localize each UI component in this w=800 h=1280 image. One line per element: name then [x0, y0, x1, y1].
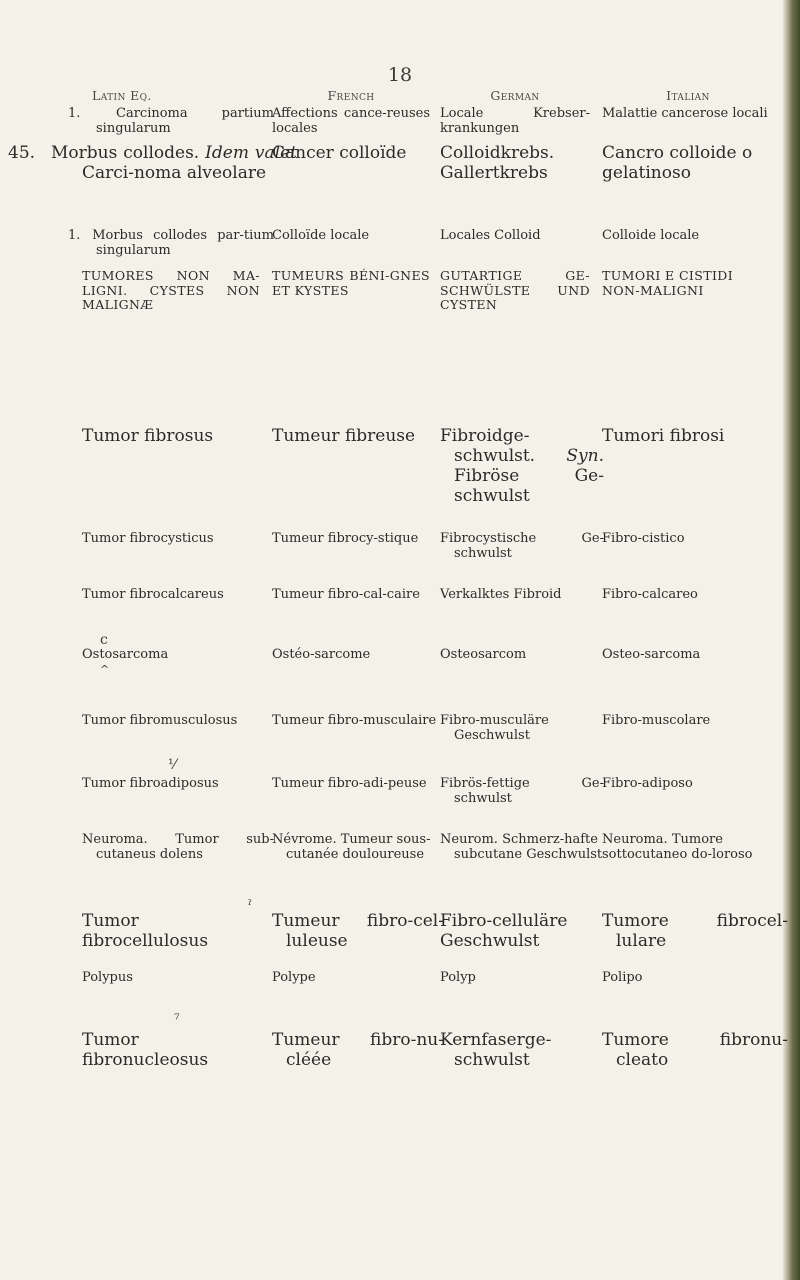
italian-cell: Fibro-adiposo [602, 776, 693, 791]
french-cell: Tumeur fibreuse [272, 426, 416, 446]
french-cell: Névrome. Tumeur sous-cutanée douloureuse [272, 832, 431, 863]
french-cell: Tumeur fibro-adi-peuse [272, 776, 427, 791]
latin-text: Morbus collodes par-tium singularum [92, 228, 274, 259]
latin-cell: Tumor fibrosus [82, 426, 214, 446]
italian-cell: Polipo [602, 970, 643, 985]
italian-cell: Tumore fibrocel-lulare [602, 911, 788, 951]
latin-text: Morbus collodes. [50, 143, 200, 163]
italian-cell: Fibro-calcareo [602, 587, 698, 602]
italian-cell: Osteo-sarcoma [602, 647, 701, 662]
latin-cell: Tumor fibrocalcareus [82, 587, 224, 602]
german-cell: Polyp [440, 970, 476, 985]
italian-cell: Tumore fibronu-cleato [602, 1030, 788, 1070]
latin-cell: Tumor fibronucleosus [82, 1030, 209, 1070]
latin-cell: Tumor fibroadiposus [82, 776, 219, 791]
german-cell: Neurom. Schmerz-hafte subcutane Geschwulst [440, 832, 603, 863]
french-cell: Cancer colloïde [272, 143, 407, 163]
header-french: French [327, 88, 375, 103]
italian-cell: Malattie cancerose locali [602, 106, 768, 121]
german-cell: Fibro-celluläre Geschwulst [440, 911, 568, 951]
german-cell: Fibro-musculäre Geschwulst [440, 713, 549, 744]
german-cell: Osteosarcom [440, 647, 527, 662]
german-cell: Kernfaserge-schwulst [440, 1030, 552, 1070]
french-cell: Ostéo-sarcome [272, 647, 371, 662]
italian-cell: Fibro-cistico [602, 531, 685, 546]
italian-cell: Neuroma. Tumore sottocutaneo do-loroso [602, 832, 753, 863]
french-cell: Colloïde locale [272, 228, 370, 243]
header-german: German [490, 88, 540, 103]
french-cell: Tumeur fibro-cel-luleuse [272, 911, 444, 951]
french-cell: TUMEURS BÉNI-GNES ET KYSTES [272, 268, 430, 298]
latin-text-cont: Carci-noma alveolare [82, 162, 267, 183]
latin-cell: Polypus [82, 970, 133, 985]
french-cell: Affections cance-reuses locales [272, 106, 430, 137]
latin-cell: Tumor fibromusculosus [82, 713, 238, 728]
italian-cell: Colloide locale [602, 228, 700, 243]
latin-cell: 45. Morbus collodes. Idem valet Carci-noma alveolare [8, 143, 297, 183]
french-cell: Polype [272, 970, 316, 985]
italian-cell: TUMORI E CISTIDI NON-MALIGNI [602, 268, 734, 298]
german-cell: Locale Krebser-krankungen [440, 106, 590, 137]
italian-cell: Tumori fibrosi [602, 426, 725, 446]
latin-idem-valet: Idem valet [205, 143, 297, 163]
latin-cell: Tumor fibrocysticus [82, 531, 214, 546]
german-cell: Fibrös-fettige Ge-schwulst [440, 776, 604, 807]
german-cell: Colloidkrebs. Gallertkrebs [440, 143, 555, 183]
german-cell: GUTARTIGE GE-SCHWÜLSTE UND CYSTEN [440, 268, 590, 313]
french-cell: Tumeur fibro-cal-caire [272, 587, 420, 602]
latin-text: Carcinoma partium singularum [96, 106, 274, 137]
french-cell: Tumeur fibro-nu-cléée [272, 1030, 444, 1070]
handwritten-mark: ⅽ [100, 632, 108, 648]
german-text: Fibroidge-schwulst. [440, 426, 536, 466]
latin-cell: Neuroma. Tumor sub-cutaneus dolens [82, 832, 274, 863]
page-number: 18 [387, 64, 413, 86]
latin-cell: Ostosarcoma [82, 647, 169, 662]
latin-cell: 1. Carcinoma partium singularum [68, 106, 274, 137]
german-cell [440, 427, 604, 507]
latin-cell: Tumor fibrocellulosus [82, 911, 209, 951]
french-cell: Tumeur fibrocy-stique [272, 531, 419, 546]
german-cell: Fibrocystische Ge-schwulst [440, 531, 604, 562]
handwritten-mark: ˀ [248, 898, 252, 914]
header-latin: Latin Eq. [92, 88, 152, 103]
german-cell: Locales Colloid [440, 228, 541, 243]
latin-cell: TUMORES NON MA-LIGNI. CYSTES NON MALIGNÆ [82, 268, 260, 313]
handwritten-mark: ⅟ [168, 757, 176, 773]
handwritten-mark: ^ [100, 663, 110, 676]
french-cell: Tumeur fibro-musculaire [272, 713, 437, 728]
german-text-cont: Fibröse Ge-schwulst [454, 465, 604, 506]
handwritten-mark: ⁷ [174, 1012, 180, 1028]
italian-cell: Fibro-muscolare [602, 713, 711, 728]
page-edge-shadow [782, 0, 800, 1280]
german-syn: Syn. [566, 445, 604, 466]
latin-cell: 1. Morbus collodes par-tium singularum [68, 228, 274, 259]
italian-cell: Cancro colloide o gelatinoso [602, 143, 753, 183]
header-italian: Italian [666, 88, 710, 103]
german-cell: Verkalktes Fibroid [440, 587, 562, 602]
